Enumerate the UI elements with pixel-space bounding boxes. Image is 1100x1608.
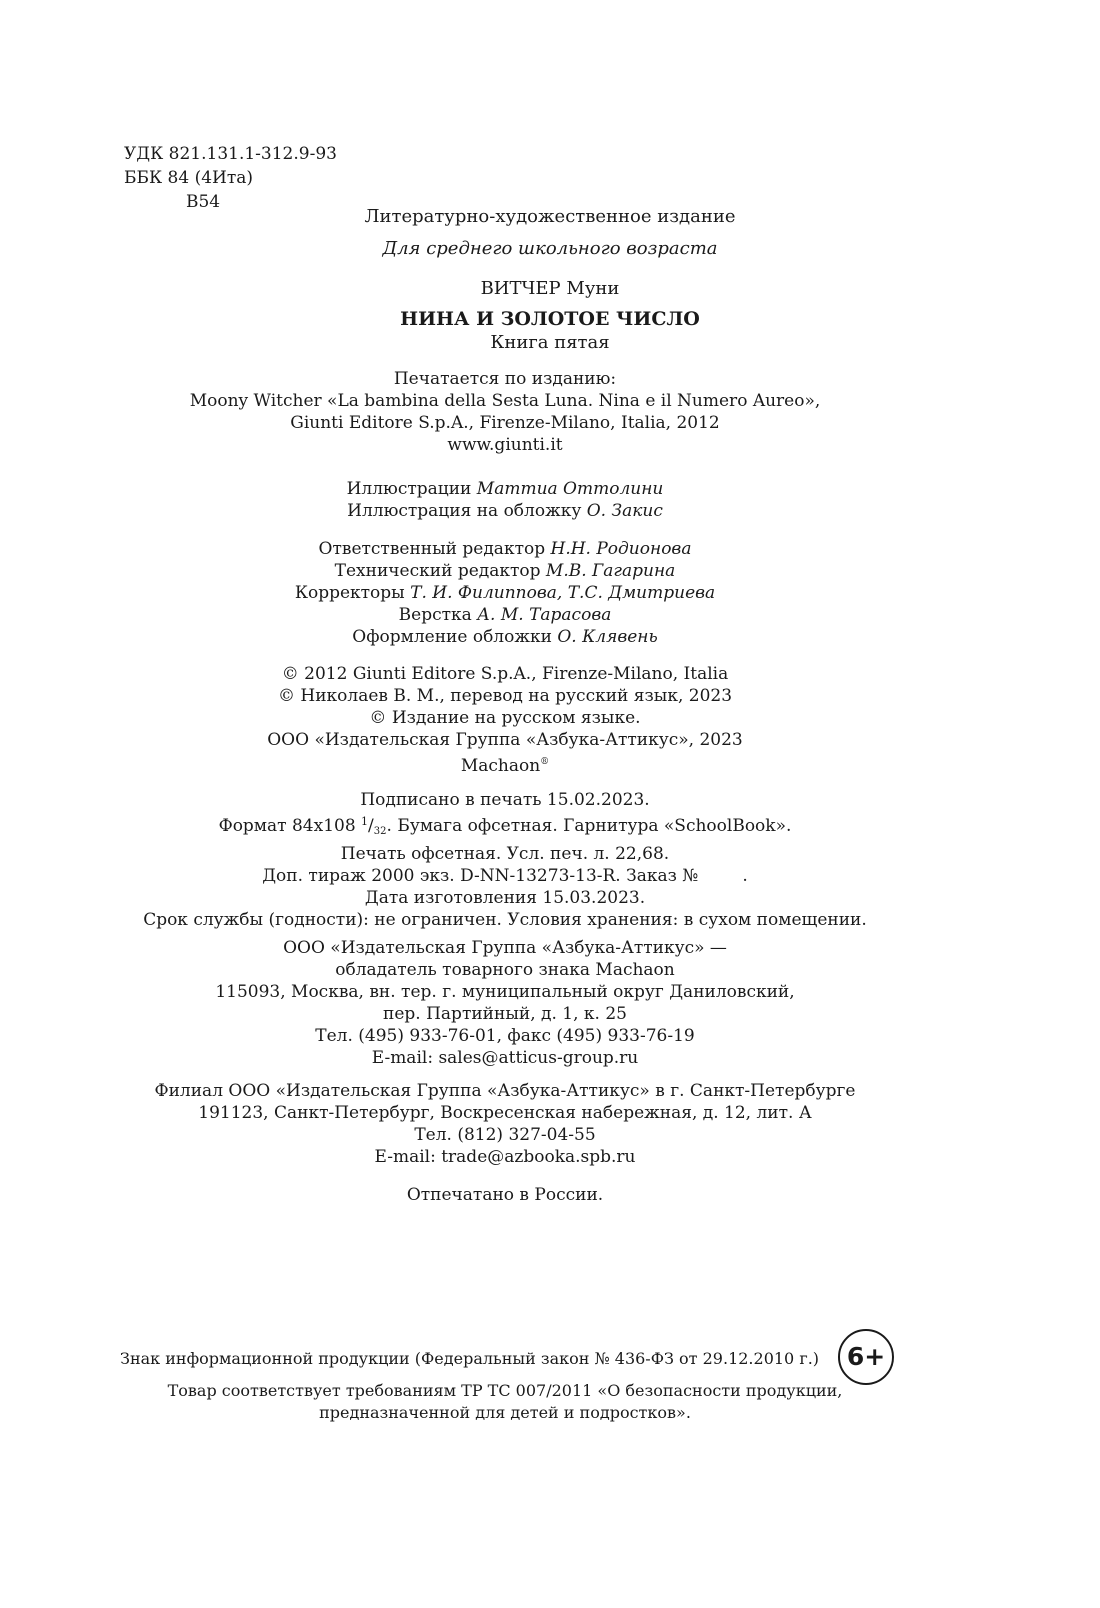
cover-illustrator-name: О. Закис — [586, 501, 663, 521]
publisher-moscow-block — [120, 937, 890, 1069]
bbk-code: ББК 84 (4Ита) — [124, 168, 254, 188]
source-publisher: Giunti Editore S.p.A., Firenze-Milano, Italia, 2012 — [290, 413, 720, 433]
book-subtitle: Книга пятая — [490, 332, 610, 353]
staff-role: Технический редактор — [334, 561, 541, 581]
format-slash: / — [368, 816, 374, 836]
brand-name: Machaon — [460, 756, 541, 776]
branch-address: 191123, Санкт-Петербург, Воскресенская набережная, д. 12, лит. А — [198, 1103, 812, 1123]
copyright-line: © 2012 Giunti Editore S.p.A., Firenze-Milano, Italia — [281, 664, 729, 684]
staff-name: О. Клявень — [557, 627, 658, 647]
book-author: ВИТЧЕР Муни — [480, 278, 620, 299]
brand-line — [120, 751, 890, 777]
staff-role: Оформление обложки — [352, 627, 552, 647]
copyright-block — [120, 663, 890, 777]
info-sign-text: Знак информационной продукции (Федеральный закон № 436-ФЗ от 29.12.2010 г.) — [120, 1349, 820, 1368]
run-line — [120, 865, 890, 887]
staff-name: Н.Н. Родионова — [550, 539, 692, 559]
printing-line: Печать офсетная. Усл. печ. л. 22,68. — [340, 844, 670, 864]
cover-illustrator-line — [120, 500, 890, 522]
branch-email: E-mail: trade@azbooka.spb.ru — [374, 1147, 636, 1167]
audience: Для среднего школьного возраста — [382, 238, 718, 259]
compliance-block — [120, 1380, 890, 1424]
staff-role: Ответственный редактор — [318, 539, 546, 559]
staff-line — [120, 538, 890, 560]
print-info-block — [120, 789, 890, 931]
edition-type: Литературно-художественное издание — [364, 206, 736, 227]
illustrations-block — [120, 478, 890, 522]
compliance-line: Товар соответствует требованиям ТР ТС 007/2011 «О безопасности продукции, — [167, 1381, 843, 1400]
staff-name: Т. И. Филиппова, Т.С. Дмитриева — [410, 583, 716, 603]
made-date-line: Дата изготовления 15.03.2023. — [364, 888, 646, 908]
publisher-line: обладатель товарного знака Machaon — [335, 960, 675, 980]
format-suffix: . Бумага офсетная. Гарнитура «SchoolBook». — [386, 816, 792, 836]
copyright-line: ООО «Издательская Группа «Азбука-Аттикус», 2023 — [267, 730, 743, 750]
publisher-email: E-mail: sales@atticus-group.ru — [371, 1048, 639, 1068]
staff-line — [120, 604, 890, 626]
staff-name: А. М. Тарасова — [477, 605, 612, 625]
source-block — [120, 368, 890, 456]
age-rating-badge: 6+ — [838, 1329, 894, 1385]
copyright-line: © Издание на русском языке. — [369, 708, 641, 728]
staff-block — [120, 538, 890, 648]
publisher-phone: Тел. (495) 933-76-01, факс (495) 933-76-19 — [315, 1026, 695, 1046]
compliance-line: предназначенной для детей и подростков». — [319, 1403, 691, 1422]
format-den: 32 — [373, 826, 387, 837]
staff-role: Корректоры — [294, 583, 405, 603]
format-line — [120, 811, 890, 843]
printed-in-text: Отпечатано в России. — [406, 1185, 604, 1205]
run-end: . — [742, 866, 748, 886]
format-prefix: Формат 84х108 — [218, 816, 356, 836]
branch-line: Филиал ООО «Издательская Группа «Азбука-Аттикус» в г. Санкт-Петербурге — [154, 1081, 856, 1101]
staff-line — [120, 626, 890, 648]
source-original-title: Moony Witcher «La bambina della Sesta Luna. Nina e il Numero Aureo», — [189, 391, 821, 411]
staff-line — [120, 560, 890, 582]
publisher-line: ООО «Издательская Группа «Азбука-Аттикус» — — [283, 938, 727, 958]
shelf-life-line: Срок службы (годности): не ограничен. Условия хранения: в сухом помещении. — [143, 910, 867, 930]
book-title: НИНА И ЗОЛОТОЕ ЧИСЛО — [400, 308, 700, 330]
publisher-spb-block — [120, 1080, 890, 1168]
run-text: Доп. тираж 2000 экз. D-NN-13273-13-R. Заказ № — [262, 866, 699, 886]
registered-mark: ® — [540, 757, 550, 767]
copyright-line: © Николаев В. М., перевод на русский язык, 2023 — [277, 686, 733, 706]
format-num: 1 — [361, 815, 369, 828]
signed-line: Подписано в печать 15.02.2023. — [360, 790, 650, 810]
staff-line — [120, 582, 890, 604]
branch-phone: Тел. (812) 327-04-55 — [414, 1125, 596, 1145]
publisher-address: пер. Партийный, д. 1, к. 25 — [383, 1004, 627, 1024]
author-mark: В54 — [186, 192, 221, 212]
printed-in — [120, 1184, 890, 1206]
illustrator-name: Маттиа Оттолини — [476, 479, 664, 499]
source-website: www.giunti.it — [447, 435, 563, 455]
udk-code: УДК 821.131.1-312.9-93 — [124, 144, 337, 164]
cover-illustrator-label: Иллюстрация на обложку — [347, 501, 582, 521]
source-label: Печатается по изданию: — [393, 369, 617, 389]
illustrator-line — [120, 478, 890, 500]
staff-name: М.В. Гагарина — [545, 561, 676, 581]
publisher-address: 115093, Москва, вн. тер. г. муниципальный округ Даниловский, — [215, 982, 795, 1002]
staff-role: Верстка — [398, 605, 472, 625]
illustrator-label: Иллюстрации — [346, 479, 472, 499]
